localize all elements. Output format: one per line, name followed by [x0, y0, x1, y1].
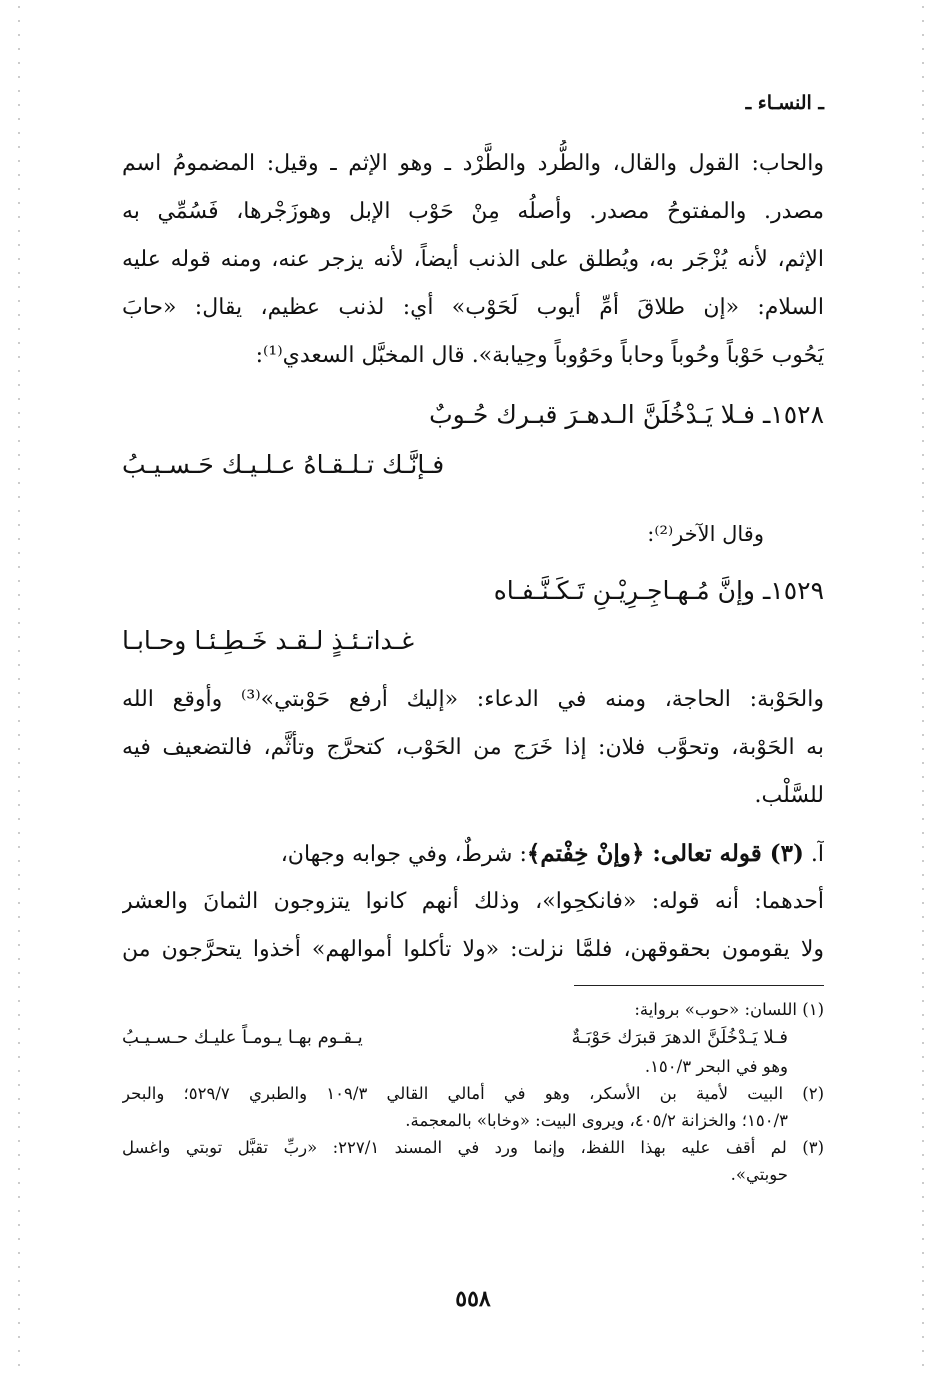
- body-line: ولا يقومون بحقوقهن، فلمَّا نزلت: «ولا تأكلوا أموالهم» أخذوا يتحرَّجون من: [122, 937, 824, 962]
- verse-1528: [122, 390, 824, 490]
- footnote-1-verse: [122, 1023, 824, 1053]
- section-heading-rest: : شرطٌ، وفي جوابه وجهان،: [280, 842, 527, 867]
- footnote-3-cont: حوبتي».: [730, 1165, 788, 1184]
- verse-hemistich-second: غـداتـئـذٍ لـقـد خَـطِـئـا وحـابـا: [122, 626, 415, 655]
- footnote-1-source: وهو في البحر ١٥٠/٣.: [644, 1057, 788, 1076]
- footnotes: [122, 996, 824, 1188]
- verse-1529: [122, 566, 824, 666]
- body-line: السلام: «إن طلاقَ أمِّ أيوب لَحَوْب» أي: لذنب عظيم، يقال: «حابَ: [122, 295, 824, 320]
- section-heading-line: [122, 830, 824, 878]
- verse-hemistich-second: فـإنَّـك تـلـقـاهُ عـلـيـك حَـسـيـبُ: [122, 450, 445, 479]
- body-line: به الحَوْبة، وتحوَّب فلان: إذا خَرَج من الحَوْب، كتحرَّج وتأثَّم، فالتضعيف فيه: [122, 735, 824, 760]
- body-line: أحدهما: أنه قوله: «فانكحِوا»، وذلك أنهم كانوا يتزوجون الثمانَ والعشر: [122, 889, 824, 914]
- footnote-2: (٢) البيت لأمية بن الأسكر، وهو في أمالي القالي ١٠٩/٣ والطبري ٥٢٩/٧؛ والبحر: [122, 1084, 824, 1103]
- verse-intro: وقال الآخر⁽²⁾:: [647, 522, 764, 546]
- body-line: يَحُوب حَوْباً وحُوباً وحاباً وحَوُوباً وحِيابة». قال المخبَّل السعدي⁽¹⁾:: [255, 343, 824, 368]
- scan-edge-left: [18, 0, 20, 1373]
- body-line: والحاب: القول والقال، والطُّرد والطَّرْد ـ وهو الإثم ـ وقيل: المضمومُ اسم: [122, 151, 824, 176]
- footnote-2-cont: ١٥٠/٣؛ والخزانة ٤٠٥/٢، ويروى البيت: «وخابا» بالمعجمة.: [405, 1111, 788, 1130]
- section-heading: (٣) قوله تعالى: ﴿وإنْ خِفْتم﴾: [526, 840, 804, 867]
- page-number: ٥٥٨: [455, 1286, 491, 1312]
- footnote-verse-second: يـقـوم بهـا يـومـاً عليـك حـسـيـبُ: [122, 1027, 363, 1048]
- body-line: الإثم، لأنه يُزْجَر به، ويُطلق على الذنب أيضاً، لأنه يزجر عنه، ومنه قوله عليه: [122, 247, 824, 272]
- body-line: للسَّلْب.: [754, 783, 824, 808]
- footnote-verse-first: فـلا يَـدْخُلَنَّ الدهرَ قبرَك حَوْبَـةٌ: [571, 1027, 788, 1048]
- main-text: [122, 140, 824, 974]
- verse-hemistich-first: ١٥٢٨ـ فـلا يَـدْخُلَنَّ الـدهـرَ قبـرك حُـوبٌ: [429, 400, 824, 429]
- footnote-1: (١) اللسان: «حوب» برواية:: [634, 1000, 824, 1019]
- body-line: مصدر. والمفتوحُ مصدر. وأصلُه مِنْ حَوْب الإبل وهوزَجْرها، فَسُمِّي به: [122, 199, 824, 224]
- body-line: والحَوْبة: الحاجة، ومنه في الدعاء: «إليك أرفع حَوْبتي»⁽³⁾ وأوقع الله: [122, 687, 824, 712]
- section-marker: آ.: [810, 842, 824, 867]
- scan-edge-right: [922, 0, 924, 1373]
- footnote-3: (٣) لم أقف عليه بهذا اللفظ، وإنما ورد في المسند ٢٢٧/١: «ربِّ تقبَّل توبتي واغسل: [122, 1138, 824, 1157]
- footnote-separator: [574, 985, 824, 986]
- verse-hemistich-first: ١٥٢٩ـ وإنَّ مُـهـاجِـرِيْـنِ تَـكَـنَّـفـاه: [493, 576, 824, 605]
- running-head: ـ النسـاء ـ: [745, 92, 824, 114]
